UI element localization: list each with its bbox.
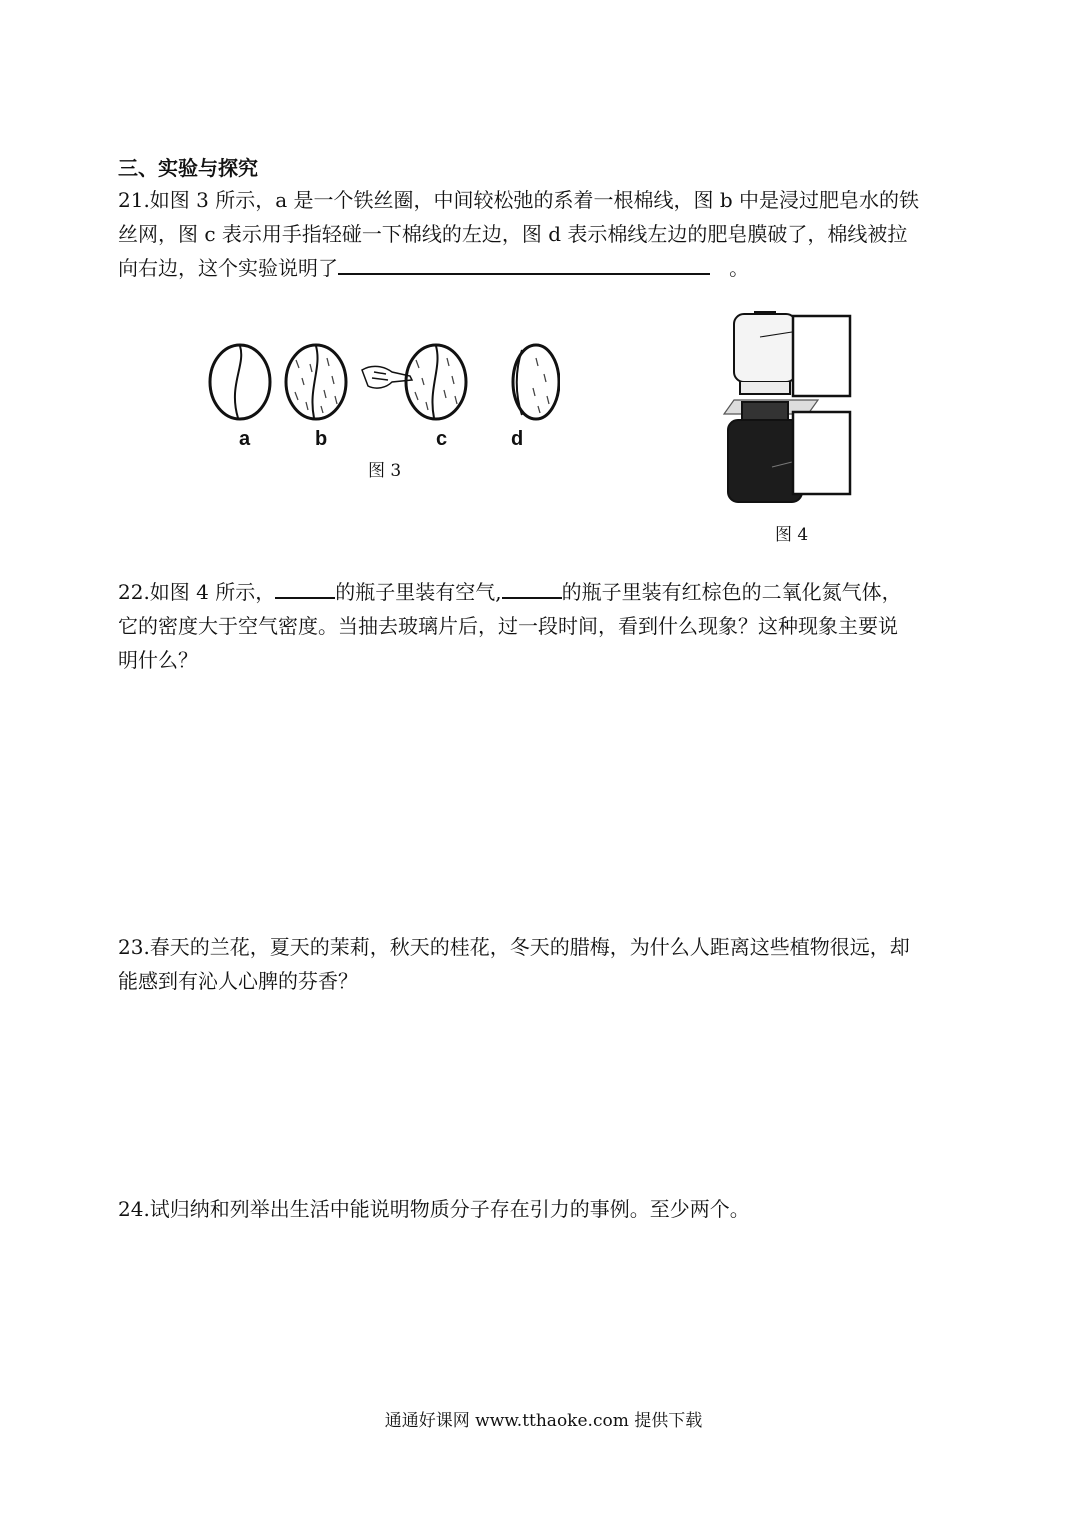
q24-line1: 24.试归纳和列举出生活中能说明物质分子存在引力的事例。至少两个。 <box>118 1197 750 1221</box>
upper-bottle-air <box>734 312 796 394</box>
question-23 <box>118 930 973 998</box>
figure-4-drawing <box>700 302 860 507</box>
answer-blank-21[interactable] <box>338 253 710 275</box>
label-box-lower <box>793 412 850 494</box>
q22-line3: 明什么？ <box>118 648 198 672</box>
q22-line1 <box>118 575 973 609</box>
q21-line3 <box>118 251 973 285</box>
q21-line3-prefix: 向右边，这个实验说明了 <box>118 256 338 280</box>
q21-line2: 丝网，图 c 表示用手指轻碰一下棉线的左边，图 d 表示棉线左边的肥皂膜破了，棉线被拉 <box>118 222 908 246</box>
q23-line2: 能感到有沁人心脾的芬香？ <box>118 969 358 993</box>
q21-line1: 21.如图 3 所示，a 是一个铁丝圈，中间较松弛的系着一根棉线，图 b 中是浸过肥皂水的铁 <box>118 188 920 212</box>
figure-3-label-b: b <box>315 428 328 450</box>
q22-line1-suffix: 的瓶子里装有红棕色的二氧化氮气体， <box>561 580 902 604</box>
soap-film-d <box>533 358 549 413</box>
question-24 <box>118 1192 973 1226</box>
thread-b <box>312 346 317 418</box>
wire-ring-a <box>210 345 270 419</box>
hand-icon <box>362 366 412 388</box>
figure-3-label-c: c <box>436 428 448 450</box>
q23-line1: 23.春天的兰花，夏天的茉莉，秋天的桂花，冬天的腊梅，为什么人距离这些植物很远，却 <box>118 935 910 959</box>
figure-4 <box>700 302 860 507</box>
q22-line1-mid: 的瓶子里装有空气, <box>335 580 502 604</box>
thread-c <box>432 346 437 418</box>
thread-a <box>235 346 241 418</box>
question-22 <box>118 575 973 677</box>
q22-line1-prefix: 22.如图 4 所示， <box>118 580 276 604</box>
question-21 <box>118 183 973 285</box>
q21-line3-suffix: 。 <box>729 256 750 280</box>
soap-film-c <box>415 358 457 410</box>
page-footer: 通通好课网 www.tthaoke.com 提供下载 <box>384 1411 703 1431</box>
figure-3-label-d: d <box>511 428 524 450</box>
answer-blank-22a[interactable] <box>275 577 335 599</box>
wire-ring-c <box>406 345 466 419</box>
lower-bottle-no2 <box>728 402 802 502</box>
label-box-upper <box>793 316 850 396</box>
wire-ring-b <box>286 345 346 419</box>
q22-line2: 它的密度大于空气密度。当抽去玻璃片后，过一段时间，看到什么现象？这种现象主要说 <box>118 614 898 638</box>
answer-blank-22b[interactable] <box>502 577 562 599</box>
section-title: 三、实验与探究 <box>118 156 258 180</box>
figure-3-label-a: a <box>239 428 251 450</box>
figure-3-caption: 图 3 <box>368 461 402 481</box>
figure-4-caption: 图 4 <box>775 525 809 545</box>
